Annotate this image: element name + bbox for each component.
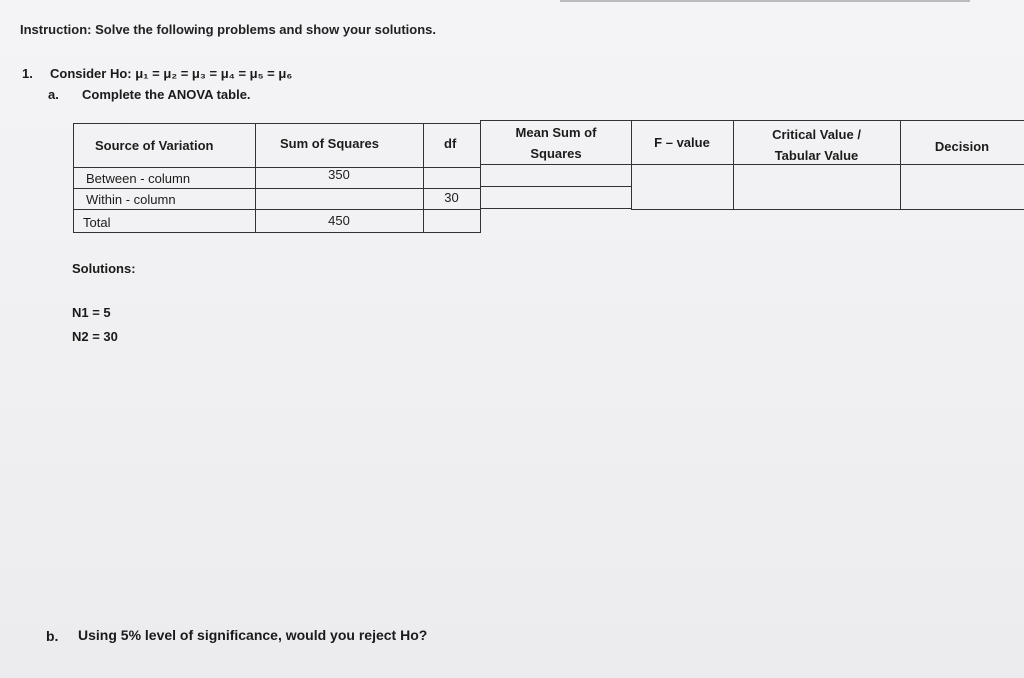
header-df: df [444,136,457,151]
row-between-label: Between - column [86,171,191,186]
header-mean-sum-line2: Squares [530,146,582,161]
row-between-ss: 350 [328,167,350,182]
solution-n2: N2 = 30 [72,329,118,344]
header-critical-value-line2: Tabular Value [774,148,859,163]
problem-number: 1. [22,66,33,81]
header-sum-of-squares: Sum of Squares [280,136,379,151]
part-b-question: Using 5% level of significance, would you reject Ho? [78,627,428,643]
row-within-label: Within - column [86,192,176,207]
solution-n1: N1 = 5 [72,305,111,320]
null-hypothesis: Consider Ho: μ₁ = μ₂ = μ₃ = μ₄ = μ₅ = μ₆ [50,66,293,81]
header-f-value: F – value [654,135,710,150]
row-total-ss: 450 [328,213,350,228]
solutions-label: Solutions: [72,261,136,276]
part-a-letter: a. [48,87,59,102]
header-decision: Decision [934,139,990,154]
part-b-letter: b. [46,628,59,644]
row-within-df: 30 [444,190,459,205]
row-total-label: Total [83,215,111,230]
header-mean-sum-line1: Mean Sum of [515,125,597,140]
part-a-text: Complete the ANOVA table. [82,87,251,102]
header-critical-value-line1: Critical Value / [772,127,861,142]
top-rule [560,0,970,2]
instruction-text: Instruction: Solve the following problems and show your solutions. [20,22,437,37]
header-source: Source of Variation [95,138,214,153]
